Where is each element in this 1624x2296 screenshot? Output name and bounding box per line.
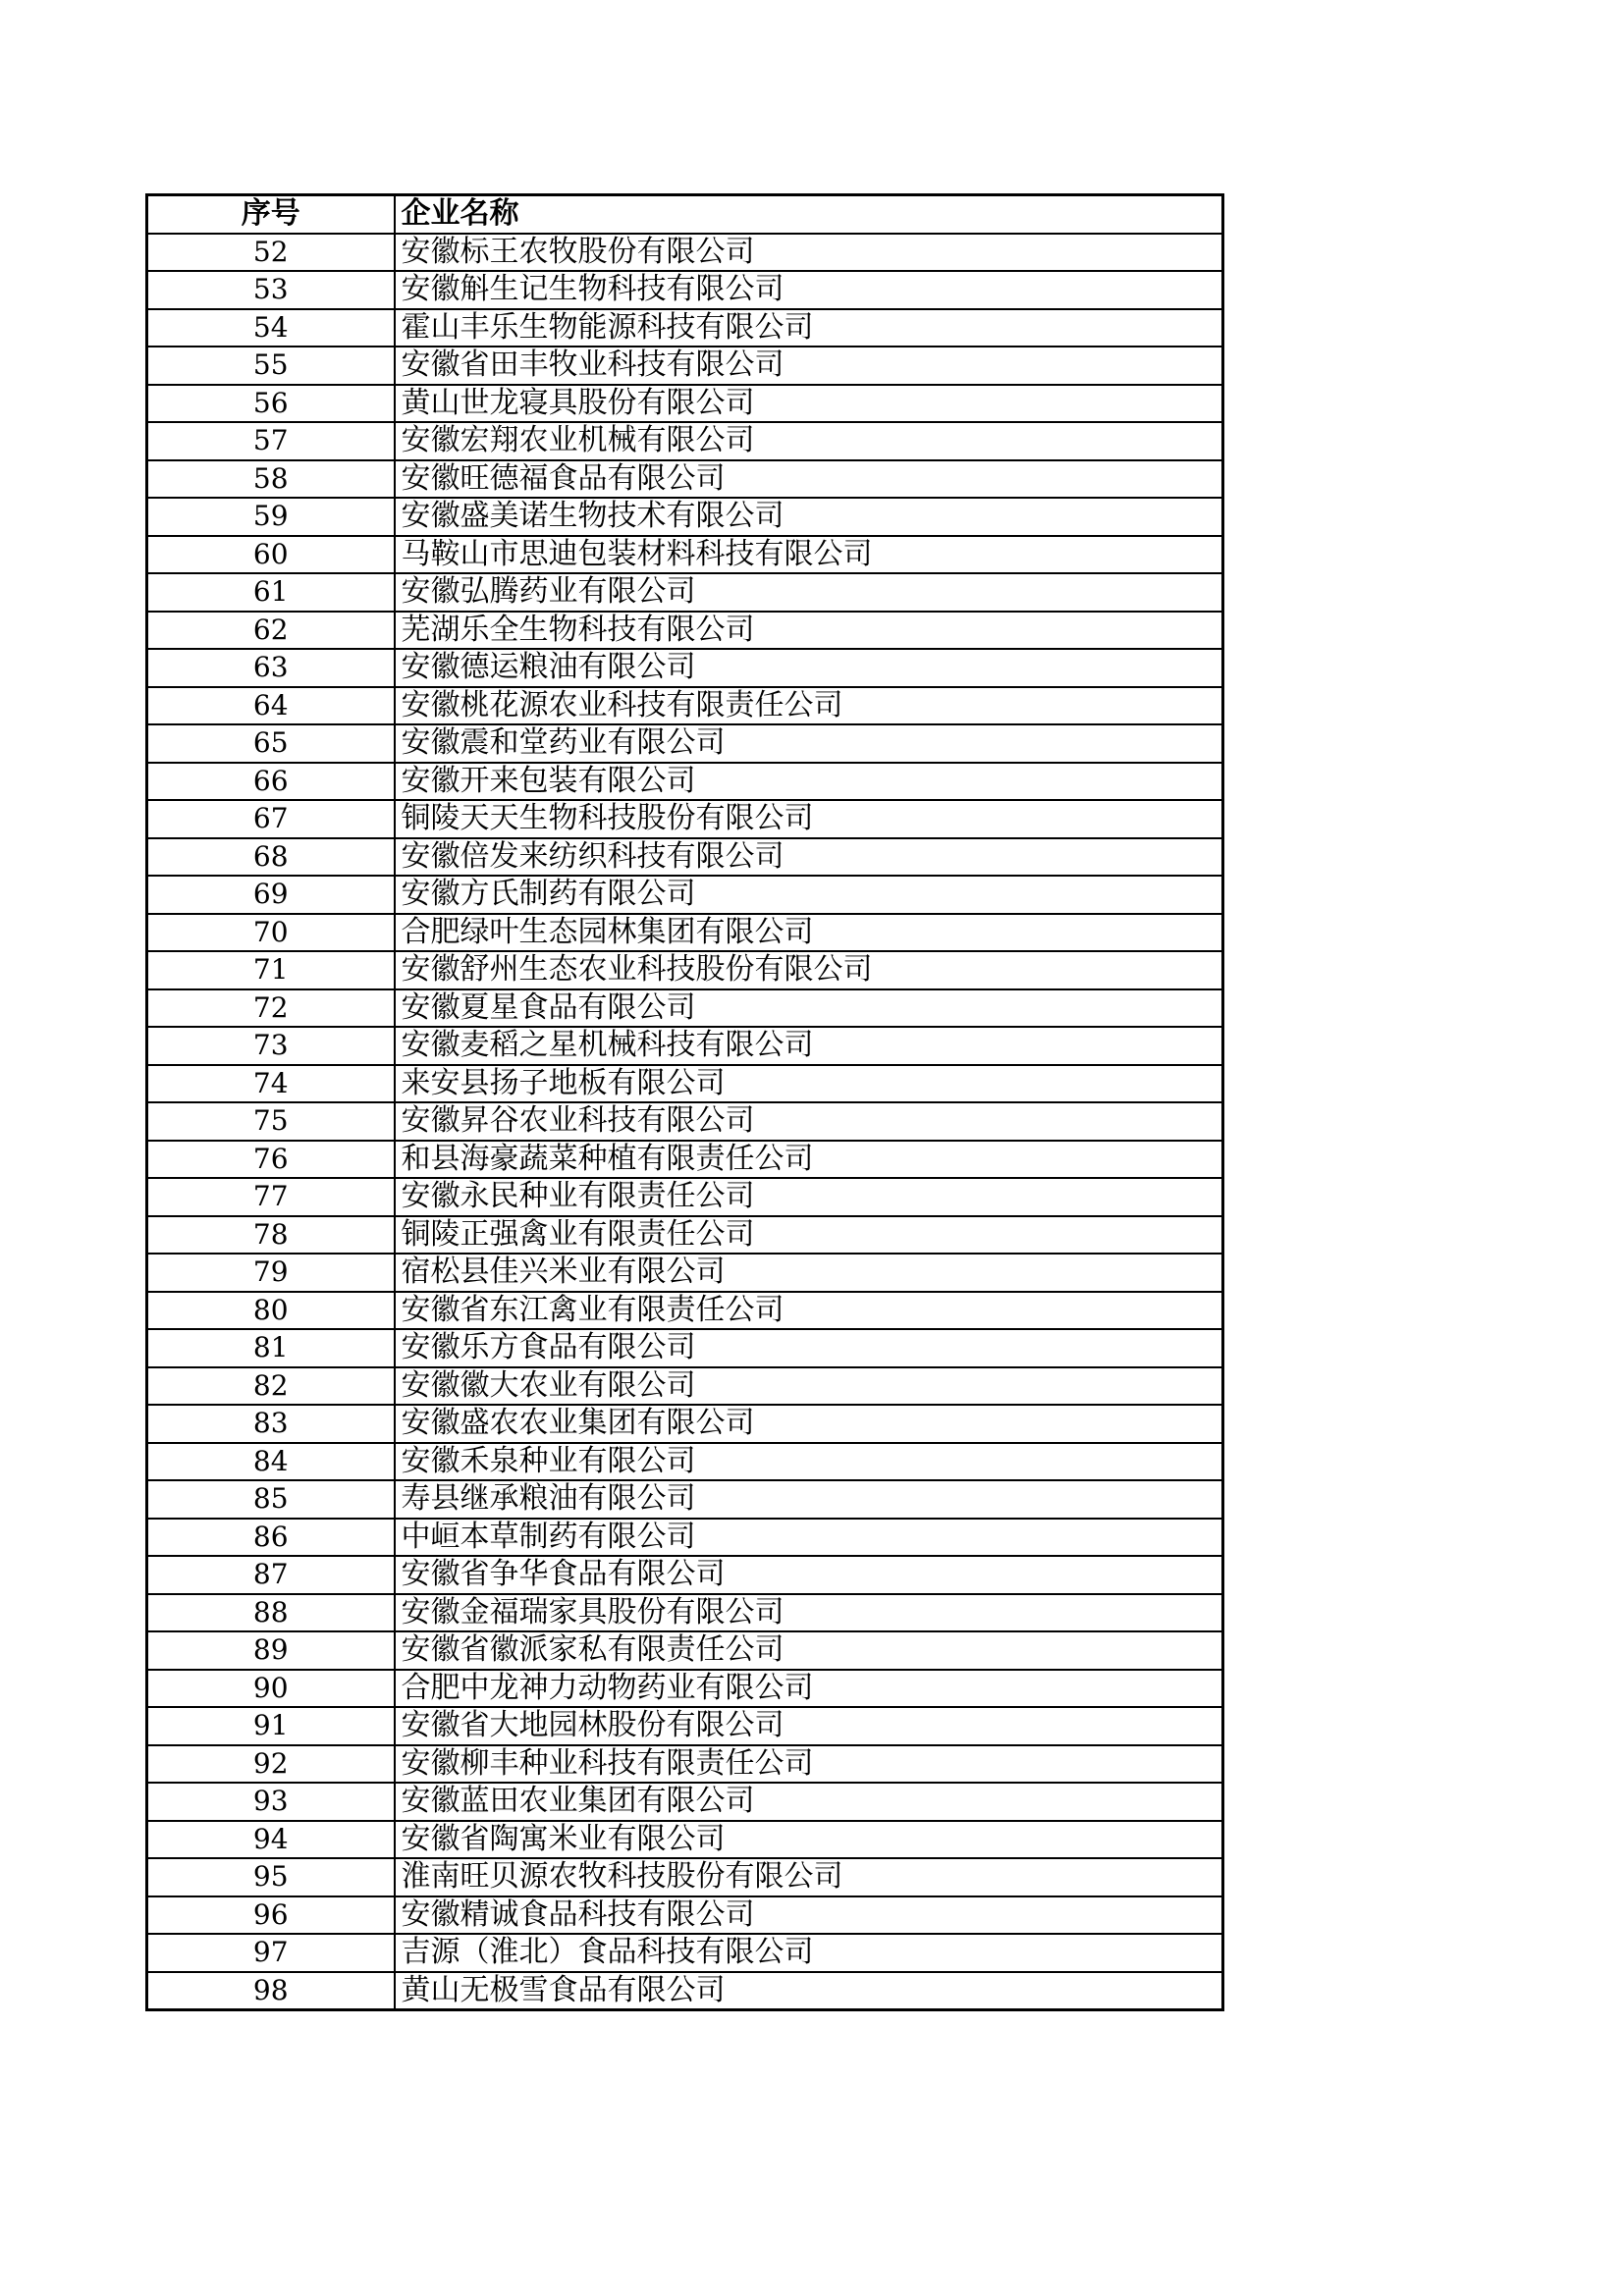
- table-row: [147, 1594, 1223, 1632]
- table-row: [147, 1896, 1223, 1935]
- table-row: [147, 1783, 1223, 1821]
- company-name-cell: 安徽斛生记生物科技有限公司: [395, 271, 1223, 309]
- table-row: [147, 347, 1223, 385]
- seq-cell: 84: [147, 1443, 395, 1481]
- table-row: [147, 1480, 1223, 1519]
- table-row: [147, 1216, 1223, 1255]
- table-row: [147, 1934, 1223, 1972]
- table-row: [147, 498, 1223, 536]
- seq-cell: 62: [147, 612, 395, 650]
- seq-cell: 68: [147, 838, 395, 877]
- table-row: [147, 1102, 1223, 1141]
- seq-cell: 73: [147, 1027, 395, 1065]
- company-name-cell: 安徽盛美诺生物技术有限公司: [395, 498, 1223, 536]
- seq-cell: 55: [147, 347, 395, 385]
- table-row: [147, 763, 1223, 801]
- table-row: [147, 1329, 1223, 1367]
- table-row: [147, 385, 1223, 423]
- company-name-cell: 安徽精诚食品科技有限公司: [395, 1896, 1223, 1935]
- company-name-cell: 安徽舒州生态农业科技股份有限公司: [395, 951, 1223, 989]
- table-row: [147, 536, 1223, 574]
- seq-cell: 91: [147, 1707, 395, 1745]
- table-row: [147, 1405, 1223, 1443]
- company-name-cell: 安徽盛农农业集团有限公司: [395, 1405, 1223, 1443]
- table-row: [147, 612, 1223, 650]
- seq-cell: 53: [147, 271, 395, 309]
- company-name-cell: 安徽昇谷农业科技有限公司: [395, 1102, 1223, 1141]
- company-name-cell: 合肥绿叶生态园林集团有限公司: [395, 914, 1223, 952]
- table-row: [147, 1367, 1223, 1406]
- company-name-cell: 安徽宏翔农业机械有限公司: [395, 422, 1223, 460]
- seq-cell: 59: [147, 498, 395, 536]
- table-row: [147, 876, 1223, 914]
- table-row: [147, 271, 1223, 309]
- table-row: [147, 951, 1223, 989]
- seq-cell: 63: [147, 649, 395, 687]
- company-name-cell: 安徽标王农牧股份有限公司: [395, 234, 1223, 272]
- company-name-cell: 安徽开来包装有限公司: [395, 763, 1223, 801]
- company-name-cell: 安徽弘腾药业有限公司: [395, 573, 1223, 612]
- seq-cell: 82: [147, 1367, 395, 1406]
- seq-cell: 78: [147, 1216, 395, 1255]
- company-name-cell: 安徽柳丰种业科技有限责任公司: [395, 1745, 1223, 1784]
- name-column-header: 企业名称: [395, 195, 1223, 234]
- company-name-cell: 马鞍山市思迪包装材料科技有限公司: [395, 536, 1223, 574]
- table-row: [147, 1443, 1223, 1481]
- company-name-cell: 安徽德运粮油有限公司: [395, 649, 1223, 687]
- seq-cell: 75: [147, 1102, 395, 1141]
- seq-cell: 74: [147, 1065, 395, 1103]
- table-row: [147, 838, 1223, 877]
- company-name-cell: 安徽震和堂药业有限公司: [395, 724, 1223, 763]
- seq-cell: 86: [147, 1519, 395, 1557]
- company-name-cell: 和县海豪蔬菜种植有限责任公司: [395, 1141, 1223, 1179]
- seq-cell: 72: [147, 989, 395, 1028]
- enterprise-list-table: [145, 193, 1224, 2011]
- company-name-cell: 来安县扬子地板有限公司: [395, 1065, 1223, 1103]
- table-row: [147, 800, 1223, 838]
- company-name-cell: 安徽省争华食品有限公司: [395, 1556, 1223, 1594]
- table-row: [147, 422, 1223, 460]
- company-name-cell: 黄山世龙寝具股份有限公司: [395, 385, 1223, 423]
- company-name-cell: 中峘本草制药有限公司: [395, 1519, 1223, 1557]
- company-name-cell: 安徽省东江禽业有限责任公司: [395, 1292, 1223, 1330]
- seq-cell: 71: [147, 951, 395, 989]
- seq-cell: 96: [147, 1896, 395, 1935]
- seq-column-header: 序号: [147, 195, 395, 234]
- seq-cell: 88: [147, 1594, 395, 1632]
- seq-cell: 97: [147, 1934, 395, 1972]
- table-header: [147, 195, 1223, 234]
- seq-cell: 94: [147, 1821, 395, 1859]
- seq-cell: 64: [147, 687, 395, 725]
- seq-cell: 66: [147, 763, 395, 801]
- company-name-cell: 安徽旺德福食品有限公司: [395, 460, 1223, 499]
- seq-cell: 87: [147, 1556, 395, 1594]
- company-name-cell: 安徽省陶寓米业有限公司: [395, 1821, 1223, 1859]
- company-name-cell: 安徽方氏制药有限公司: [395, 876, 1223, 914]
- seq-cell: 77: [147, 1178, 395, 1216]
- seq-cell: 92: [147, 1745, 395, 1784]
- table-row: [147, 309, 1223, 347]
- company-name-cell: 安徽麦稻之星机械科技有限公司: [395, 1027, 1223, 1065]
- company-name-cell: 霍山丰乐生物能源科技有限公司: [395, 309, 1223, 347]
- company-name-cell: 安徽乐方食品有限公司: [395, 1329, 1223, 1367]
- table-row: [147, 989, 1223, 1028]
- company-name-cell: 安徽倍发来纺织科技有限公司: [395, 838, 1223, 877]
- table-row: [147, 1707, 1223, 1745]
- table-row: [147, 649, 1223, 687]
- table-row: [147, 1141, 1223, 1179]
- seq-cell: 98: [147, 1972, 395, 2010]
- table-row: [147, 914, 1223, 952]
- table-row: [147, 1178, 1223, 1216]
- seq-cell: 56: [147, 385, 395, 423]
- table-row: [147, 1027, 1223, 1065]
- company-name-cell: 淮南旺贝源农牧科技股份有限公司: [395, 1858, 1223, 1896]
- company-name-cell: 铜陵正强禽业有限责任公司: [395, 1216, 1223, 1255]
- company-name-cell: 安徽省大地园林股份有限公司: [395, 1707, 1223, 1745]
- seq-cell: 67: [147, 800, 395, 838]
- company-name-cell: 宿松县佳兴米业有限公司: [395, 1254, 1223, 1292]
- seq-cell: 95: [147, 1858, 395, 1896]
- seq-cell: 85: [147, 1480, 395, 1519]
- company-name-cell: 芜湖乐全生物科技有限公司: [395, 612, 1223, 650]
- company-name-cell: 安徽省徽派家私有限责任公司: [395, 1631, 1223, 1670]
- table-row: [147, 1821, 1223, 1859]
- table-row: [147, 1065, 1223, 1103]
- table-row: [147, 1972, 1223, 2010]
- seq-cell: 69: [147, 876, 395, 914]
- company-name-cell: 安徽禾泉种业有限公司: [395, 1443, 1223, 1481]
- seq-cell: 58: [147, 460, 395, 499]
- company-name-cell: 寿县继承粮油有限公司: [395, 1480, 1223, 1519]
- table-row: [147, 1745, 1223, 1784]
- table-row: [147, 573, 1223, 612]
- seq-cell: 83: [147, 1405, 395, 1443]
- seq-cell: 57: [147, 422, 395, 460]
- table-row: [147, 724, 1223, 763]
- company-name-cell: 安徽桃花源农业科技有限责任公司: [395, 687, 1223, 725]
- company-name-cell: 安徽永民种业有限责任公司: [395, 1178, 1223, 1216]
- table-row: [147, 1670, 1223, 1708]
- seq-cell: 65: [147, 724, 395, 763]
- table-row: [147, 1519, 1223, 1557]
- table-row: [147, 460, 1223, 499]
- company-name-cell: 合肥中龙神力动物药业有限公司: [395, 1670, 1223, 1708]
- company-name-cell: 黄山无极雪食品有限公司: [395, 1972, 1223, 2010]
- company-name-cell: 安徽徽大农业有限公司: [395, 1367, 1223, 1406]
- seq-cell: 81: [147, 1329, 395, 1367]
- seq-cell: 80: [147, 1292, 395, 1330]
- table-body: [147, 234, 1223, 2010]
- seq-cell: 70: [147, 914, 395, 952]
- company-name-cell: 安徽蓝田农业集团有限公司: [395, 1783, 1223, 1821]
- seq-cell: 90: [147, 1670, 395, 1708]
- seq-cell: 89: [147, 1631, 395, 1670]
- seq-cell: 54: [147, 309, 395, 347]
- company-name-cell: 吉源（淮北）食品科技有限公司: [395, 1934, 1223, 1972]
- table-row: [147, 1858, 1223, 1896]
- table-row: [147, 687, 1223, 725]
- seq-cell: 79: [147, 1254, 395, 1292]
- seq-cell: 76: [147, 1141, 395, 1179]
- table-row: [147, 1292, 1223, 1330]
- seq-cell: 93: [147, 1783, 395, 1821]
- company-name-cell: 安徽省田丰牧业科技有限公司: [395, 347, 1223, 385]
- company-name-cell: 安徽夏星食品有限公司: [395, 989, 1223, 1028]
- seq-cell: 60: [147, 536, 395, 574]
- header-row: [147, 195, 1223, 234]
- company-name-cell: 安徽金福瑞家具股份有限公司: [395, 1594, 1223, 1632]
- table-row: [147, 234, 1223, 272]
- table-row: [147, 1631, 1223, 1670]
- company-name-cell: 铜陵天天生物科技股份有限公司: [395, 800, 1223, 838]
- seq-cell: 52: [147, 234, 395, 272]
- table-row: [147, 1556, 1223, 1594]
- seq-cell: 61: [147, 573, 395, 612]
- table-row: [147, 1254, 1223, 1292]
